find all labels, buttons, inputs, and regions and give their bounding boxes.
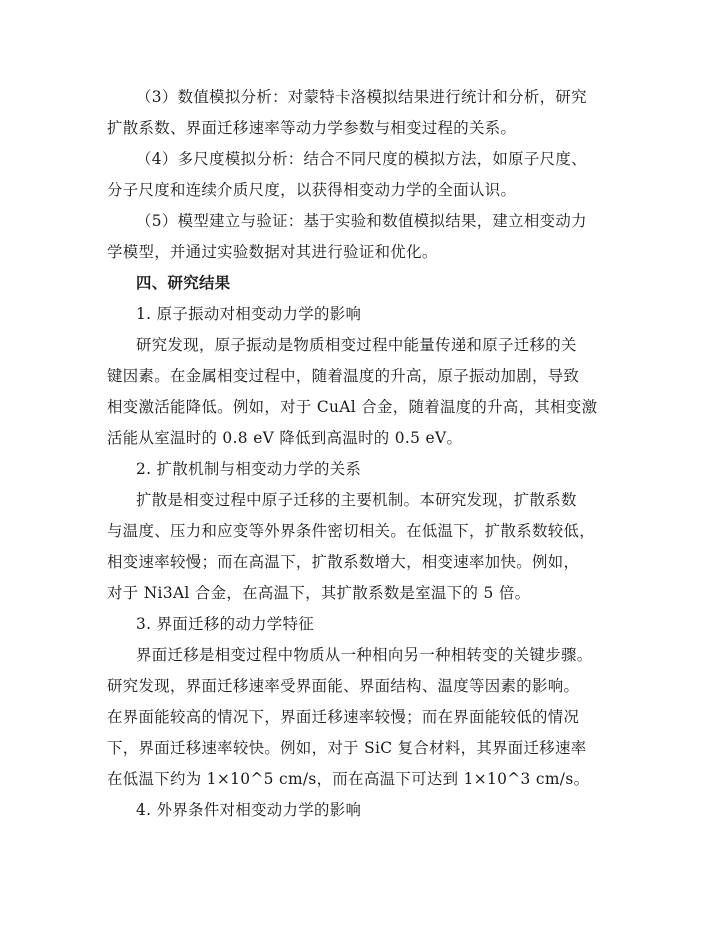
paragraph-line: 研究发现，原子振动是物质相变过程中能量传递和原子迁移的关 [136, 336, 577, 354]
paragraph-line: 下，界面迁移速率较快。例如，对于 SiC 复合材料，其界面迁移速率 [107, 739, 587, 757]
paragraph-line: 在界面能较高的情况下，界面迁移速率较慢；而在界面能较低的情况 [107, 708, 580, 726]
paragraph-line: 对于 Ni3Al 合金，在高温下，其扩散系数是室温下的 5 倍。 [107, 584, 531, 602]
paragraph-line: （5）模型建立与验证：基于实验和数值模拟结果，建立相变动力 [136, 212, 587, 230]
subsection-heading: 4. 外界条件对相变动力学的影响 [136, 801, 362, 819]
paragraph-line: 扩散系数、界面迁移速率等动力学参数与相变过程的关系。 [107, 119, 517, 137]
paragraph-line: 界面迁移是相变过程中物质从一种相向另一种相转变的关键步骤。 [136, 646, 593, 664]
subsection-heading: 2. 扩散机制与相变动力学的关系 [136, 460, 362, 478]
section-heading: 四、研究结果 [136, 274, 231, 292]
paragraph-line: （4）多尺度模拟分析：结合不同尺度的模拟方法，如原子尺度、 [136, 150, 587, 168]
paragraph-line: 研究发现，界面迁移速率受界面能、界面结构、温度等因素的影响。 [107, 677, 580, 695]
subsection-heading: 1. 原子振动对相变动力学的影响 [136, 305, 362, 323]
subsection-heading: 3. 界面迁移的动力学特征 [136, 615, 315, 633]
paragraph-line: 活能从室温时的 0.8 eV 降低到高温时的 0.5 eV。 [107, 429, 463, 447]
paragraph-line: 在低温下约为 1×10^5 cm/s，而在高温下可达到 1×10^3 cm/s。 [107, 770, 590, 788]
paragraph-line: （3）数值模拟分析：对蒙特卡洛模拟结果进行统计和分析，研究 [136, 88, 587, 106]
paragraph-line: 学模型，并通过实验数据对其进行验证和优化。 [107, 243, 438, 261]
paragraph-line: 相变激活能降低。例如，对于 CuAl 合金，随着温度的升高，其相变激 [107, 398, 598, 416]
paragraph-line: 与温度、压力和应变等外界条件密切相关。在低温下，扩散系数较低， [107, 522, 595, 540]
paragraph-line: 键因素。在金属相变过程中，随着温度的升高，原子振动加剧，导致 [107, 367, 580, 385]
paragraph-line: 相变速率较慢；而在高温下，扩散系数增大，相变速率加快。例如， [107, 553, 580, 571]
paragraph-line: 扩散是相变过程中原子迁移的主要机制。本研究发现，扩散系数 [136, 491, 577, 509]
paragraph-line: 分子尺度和连续介质尺度，以获得相变动力学的全面认识。 [107, 181, 517, 199]
